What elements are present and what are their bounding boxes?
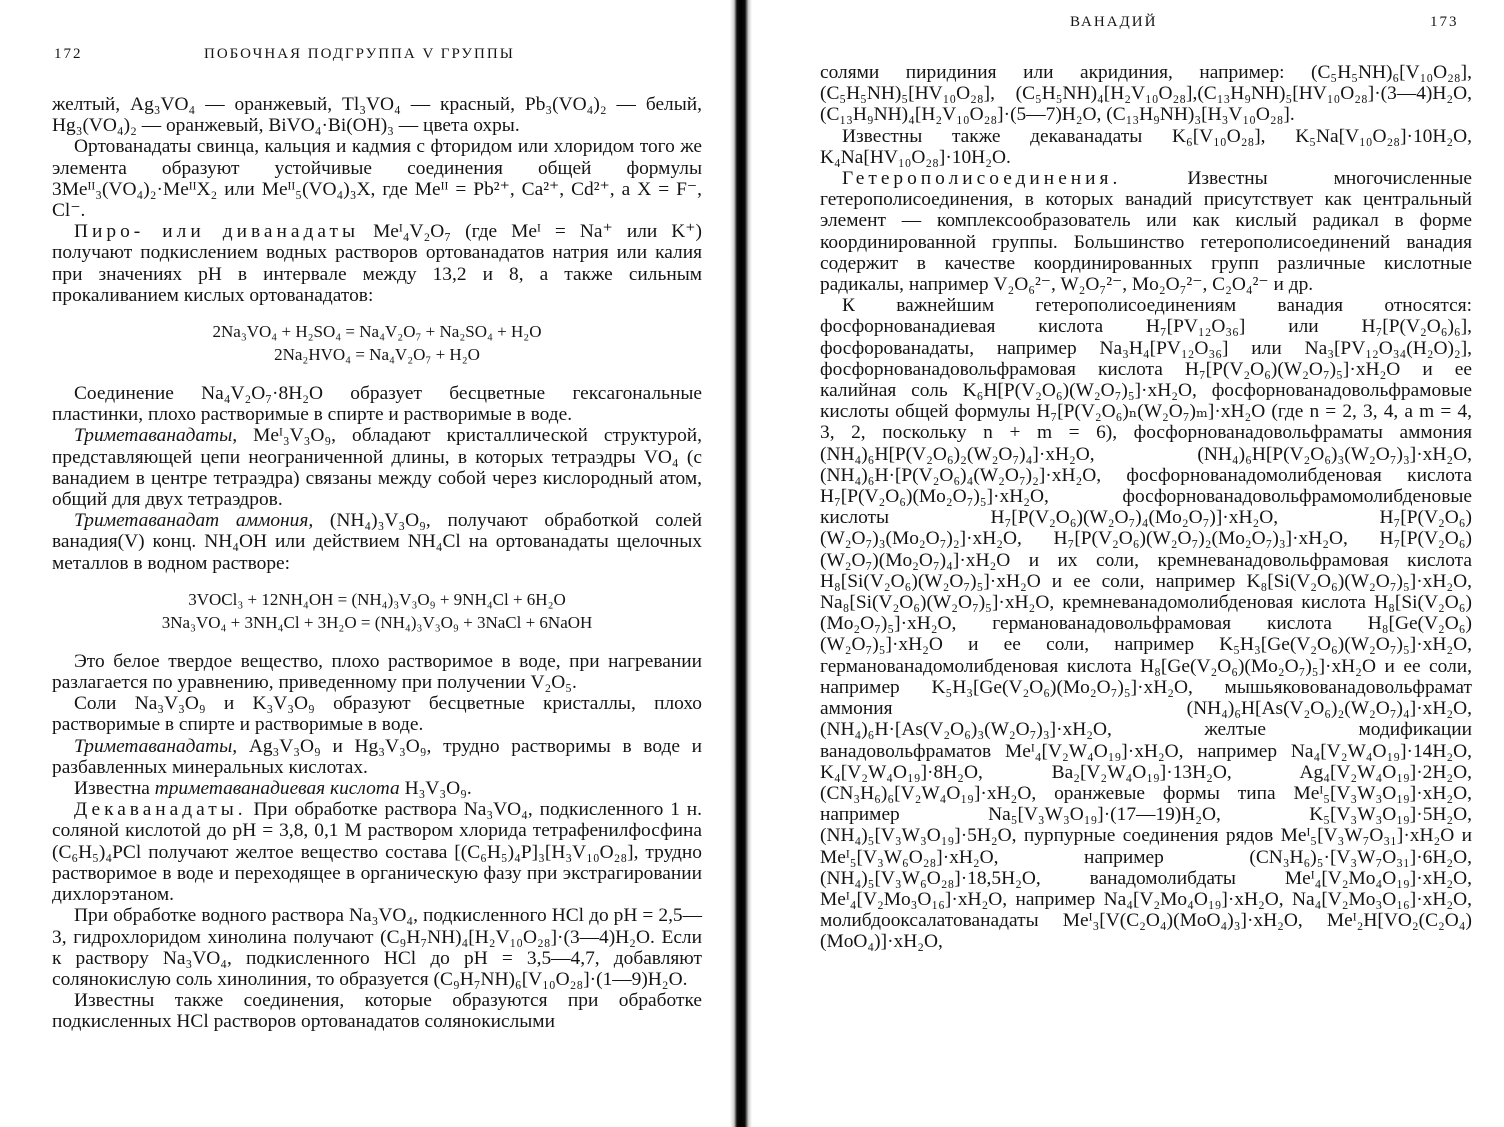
section-term: Пиро- или диванадаты [74,221,359,243]
equation-line: 3Na₃VO₄ + 3NH₄Cl + 3H₂O = (NH₄)₃V₃O₉ + 3NaCl + 6NaOH [161,612,593,632]
paragraph: При обработке водного раствора Na₃VO₄, подкисленного HCl до pH = 2,5—3, гидрохлоридом хинолина получают (C₉H₇NH)₄[H₂V₁₀O₂₈]·(3—4)H₂O. Если к раствору Na₃VO₄, подкисленного HCl до pH = 3,5—4,7, добавляют солянокислую соль хинолиния, то образуется (C₉H₇NH)₆[V₁₀O₂₈]·(1—9)H₂O. [52,905,702,990]
right-running-head: ВАНАДИЙ [1070,14,1158,30]
equation-block [52,320,702,366]
paragraph: Триметаванадат аммония, (NH₄)₃V₃O₉, получают обработкой солей ванадия(V) конц. NH₄OH или действием NH₄Cl на ортованадаты щелочных металлов в водном растворе: [52,510,702,574]
equation-line: 2Na₃VO₄ + H₂SO₄ = Na₄V₂O₇ + Na₂SO₄ + H₂O [212,322,542,342]
left-running-head: ПОБОЧНАЯ ПОДГРУППА V ГРУППЫ [204,46,515,62]
paragraph: Триметаванадаты, Meᴵ₃V₃O₉, обладают кристаллической структурой, представляющей цепи неограниченной длины, в которых тетраэдры VO₄ (с ванадием в центре тетраэдра) связаны между собой через кислородный атом, общий для двух тетраэдров. [52,425,702,511]
left-page-body [52,94,702,1033]
paragraph: Соединение Na₄V₂O₇·8H₂O образует бесцветные гексагональные пластинки, плохо растворимые в спирте и растворимые в воде. [52,383,702,426]
italic-term: Триметаванадаты, [74,735,238,757]
right-page-number: 173 [1430,14,1459,30]
paragraph: Декаванадаты. При обработке раствора Na₃VO₄, подкисленного 1 н. соляной кислотой до pH = 3,8, 0,1 M раствором хлорида тетрафенилфосфина (C₆H₅)₄PCl получают желтое вещество состава [(C₆H₅)₄P]₃[H₃V₁₀O₂₈], трудно растворимое в воде и переходящее в органическую фазу при экстрагировании дихлорэтаном. [52,799,702,906]
equation-line: 2Na₂HVO₄ = Na₄V₂O₇ + H₂O [274,345,480,365]
right-page-body [820,62,1472,953]
paragraph: К важнейшим гетерополисоединениям ванадия относятся: фосфорнованадиевая кислота H₇[PV₁₂O₃₆] или H₇[P(V₂O₆)₆], фосфорованадаты, например Na₃H₄[PV₁₂O₃₆] или Na₃[PV₁₂O₃₄(H₂O)₂], фосфорнованадовольфрамовая кислота H₇[P(V₂O₆)(W₂O₇)₅]·xH₂O и ее калийная соль K₆H[P(V₂O₆)(W₂O₇)₅]·xH₂O, фосфорнованадовольфрамовые кислоты общей формулы H₇[P(V₂O₆)ₙ(W₂O₇)ₘ]·xH₂O (где n = 2, 3, 4, а m = 4, 3, 2, поскольку n + m = 6), фосфорнованадовольфраматы аммония (NH₄)₆H[P(V₂O₆)₂(W₂O₇)₄]·xH₂O, (NH₄)₆H[P(V₂O₆)₃(W₂O₇)₃]·xH₂O, (NH₄)₆H·[P(V₂O₆)₄(W₂O₇)₂]·xH₂O, фосфорнованадомолибденовая кислота H₇[P(V₂O₆)(Mo₂O₇)₅]·xH₂O, фосфорнованадовольфрамомолибденовые кислоты H₇[P(V₂O₆)(W₂O₇)₄(Mo₂O₇)]·xH₂O, H₇[P(V₂O₆)(W₂O₇)₃(Mo₂O₇)₂]·xH₂O, H₇[P(V₂O₆)(W₂O₇)₂(Mo₂O₇)₃]·xH₂O, H₇[P(V₂O₆)(W₂O₇)(Mo₂O₇)₄]·xH₂O и их соли, кремневанадовольфрамовая кислота H₈[Si(V₂O₆)(W₂O₇)₅]·xH₂O и ее соли, например K₈[Si(V₂O₆)(W₂O₇)₅]·xH₂O, Na₈[Si(V₂O₆)(W₂O₇)₅]·xH₂O, кремневанадомолибденовая кислота H₈[Si(V₂O₆)(Mo₂O₇)₅]·xH₂O, германованадовольфрамовая кислота H₈[Ge(V₂O₆)(W₂O₇)₅]·xH₂O и ее соли, например K₅H₃[Ge(V₂O₆)(W₂O₇)₅]·xH₂O, германованадомолибденовая кислота H₈[Ge(V₂O₆)(Mo₂O₇)₅]·xH₂O и ее соли, например K₅H₃[Ge(V₂O₆)(Mo₂O₇)₅]·xH₂O, мышьяковованадовольфрамат аммония (NH₄)₆H[As(V₂O₆)₂(W₂O₇)₄]·xH₂O, (NH₄)₆H·[As(V₂O₆)₃(W₂O₇)₃]·xH₂O, желтые модификации ванадовольфраматов Meᴵ₄[V₂W₄O₁₉]·xH₂O, например Na₄[V₂W₄O₁₉]·14H₂O, K₄[V₂W₄O₁₉]·8H₂O, Ba₂[V₂W₄O₁₉]·13H₂O, Ag₄[V₂W₄O₁₉]·2H₂O, (CN₃H₆)₆[V₂W₄O₁₉]·xH₂O, оранжевые формы типа Meᴵ₅[V₃W₃O₁₉]·xH₂O, например Na₅[V₃W₃O₁₉]·(17—19)H₂O, K₅[V₃W₃O₁₉]·5H₂O, (NH₄)₅[V₃W₃O₁₉]·5H₂O, пурпурные соединения рядов Meᴵ₅[V₃W₇O₃₁]·xH₂O и Meᴵ₅[V₃W₆O₂₈]·xH₂O, например (CN₃H₆)₅·[V₃W₇O₃₁]·6H₂O, (NH₄)₅[V₃W₆O₂₈]·18,5H₂O, ванадомолибдаты Meᴵ₄[V₂Mo₄O₁₉]·xH₂O, Meᴵ₄[V₂Mo₃O₁₆]·xH₂O, например Na₄[V₂Mo₄O₁₉]·xH₂O, Na₄[V₂Mo₃O₁₆]·xH₂O, молибдооксалатованадаты Meᴵ₃[V(C₂O₄)(MoO₄)₃]·xH₂O, Meᴵ₂H[VO₂(C₂O₄)(MoO₄)]·xH₂O, [820,295,1472,953]
section-term: Декаванадаты. [74,799,247,821]
paragraph: Пиро- или диванадаты Meᴵ₄V₂O₇ (где Meᴵ = Na⁺ или K⁺) получают подкислением водных растворов ортованадатов натрия или калия при значениях pH в интервале между 13,2 и 8, а также сильным прокаливанием кислых ортованадатов: [52,221,703,306]
paragraph: Известны также декаванадаты K₆[V₁₀O₂₈], K₅Na[V₁₀O₂₈]·10H₂O, K₄Na[HV₁₀O₂₈]·10H₂O. [820,125,1472,168]
italic-term: Триметаванадат аммония, [74,510,314,532]
paragraph: Известна триметаванадиевая кислота H₃V₃O₉. [74,778,472,800]
left-page-number: 172 [54,46,83,62]
left-page [0,0,728,1127]
italic-term: Триметаванадаты, [74,425,238,447]
book-spine-gutter [730,0,752,1127]
italic-term: триметаванадиевая кислота [154,778,400,800]
section-term: Гетерополисоединения. [842,168,1122,190]
paragraph: Триметаванадаты, Ag₃V₃O₉ и Hg₃V₃O₉, трудно растворимы в воде и разбавленных минеральных кислотах. [52,735,702,778]
equation-line: 3VOCl₃ + 12NH₄OH = (NH₄)₃V₃O₉ + 9NH₄Cl + 6H₂O [188,589,566,609]
equation-block [52,588,702,634]
paragraph: Соли Na₃V₃O₉ и K₃V₃O₉ образуют бесцветные кристаллы, плохо растворимые в спирте и растворимые в воде. [52,693,702,736]
paragraph: Известны также соединения, которые образуются при обработке подкисленных HCl растворов ортованадатов солянокислыми [52,990,702,1033]
paragraph: Гетерополисоединения. Известны многочисленные гетерополисоединения, в которых ванадий присутствует как центральный элемент — комплексообразователь или как кислый радикал в форме координированной группы. Большинство гетерополисоединений ванадия содержит в качестве координированных групп различные кислотные радикалы, например V₂O₆²⁻, W₂O₇²⁻, Mo₂O₇²⁻, C₂O₄²⁻ и др. [820,168,1472,296]
paragraph: желтый, Ag₃VO₄ — оранжевый, Tl₃VO₄ — красный, Pb₃(VO₄)₂ — белый, Hg₃(VO₄)₂ — оранжевый, BiVO₄·Bi(OH)₃ — цвета охры. [52,94,702,137]
paragraph: солями пиридиния или акридиния, например: (C₅H₅NH)₆[V₁₀O₂₈], (C₅H₅NH)₅[HV₁₀O₂₈], (C₅H₅NH)₄[H₂V₁₀O₂₈],(C₁₃H₉NH)₅[HV₁₀O₂₈]·(3—4)H₂O, (C₁₃H₉NH)₄[H₂V₁₀O₂₈]·(5—7)H₂O, (C₁₃H₉NH)₃[H₃V₁₀O₂₈]. [820,62,1472,126]
paragraph: Это белое твердое вещество, плохо растворимое в воде, при нагревании разлагается по уравнению, приведенному при получении V₂O₅. [52,650,702,694]
paragraph: Ортованадаты свинца, кальция и кадмия с фторидом или хлоридом того же элемента образуют устойчивые соединения общей формулы 3Meᴵᴵ₃(VO₄)₂·MeᴵᴵX₂ или Meᴵᴵ₅(VO₄)₃X, где Meᴵᴵ = Pb²⁺, Ca²⁺, Cd²⁺, а X = F⁻, Cl⁻. [52,136,702,222]
